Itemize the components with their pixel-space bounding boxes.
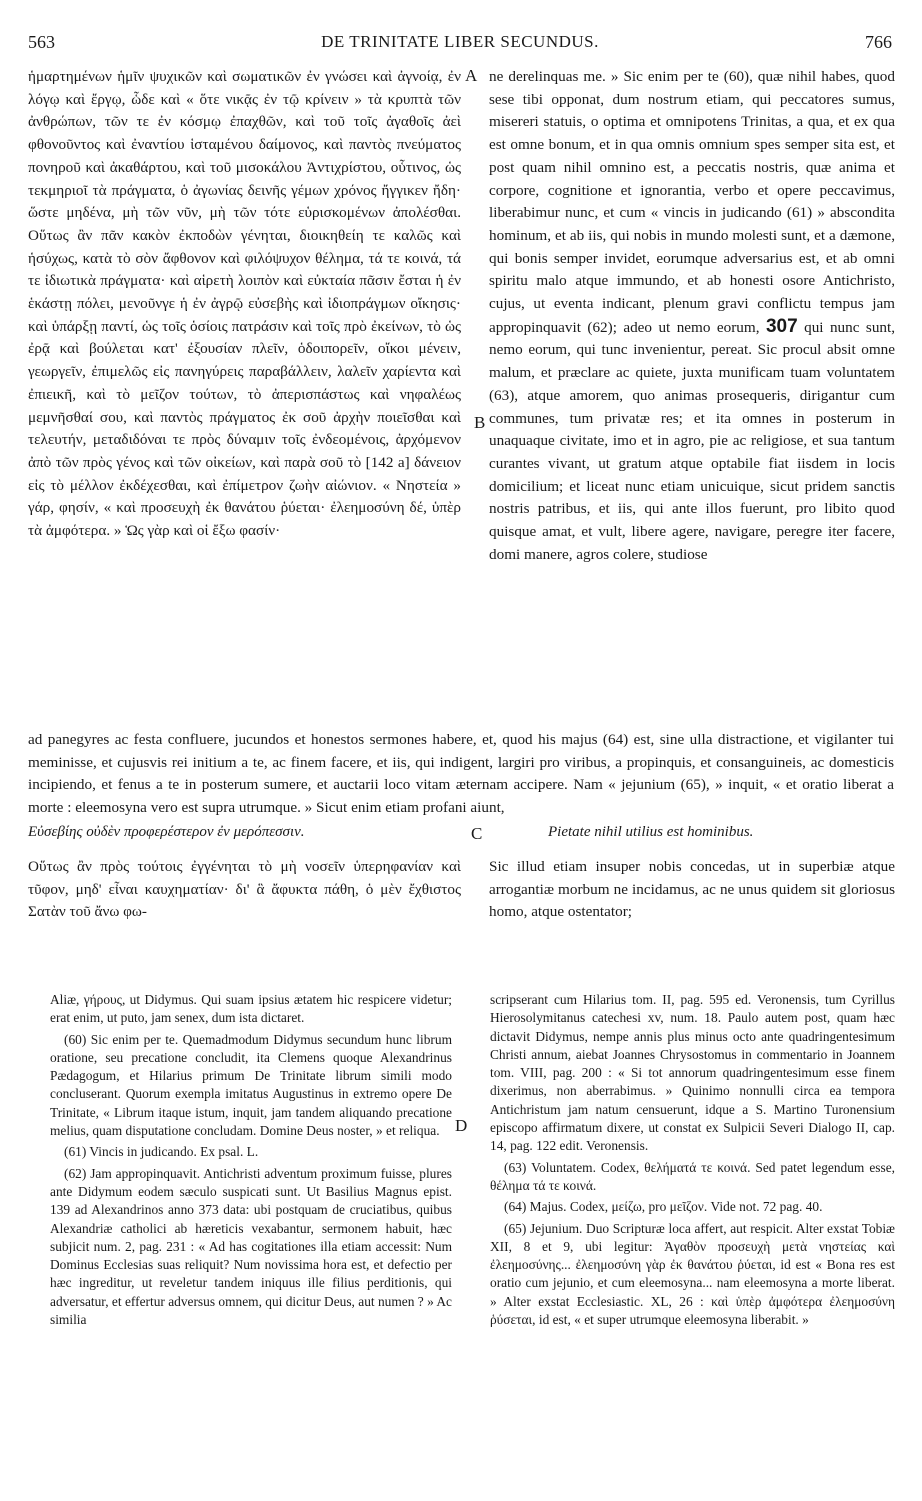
footnote-64: (64) Majus. Codex, μείζω, pro μεῖζον. Vide not. 72 pag. 40. — [504, 1199, 823, 1215]
latin-column — [489, 66, 895, 566]
footnote-61: (61) Vincis in judicando. Ex psal. L. — [64, 1144, 259, 1160]
page-number-right: 766 — [865, 32, 892, 52]
greek-paragraph-2: Οὕτως ἂν πρὸς τούτοις ἐγγένηται τὸ μὴ νοσεῖν ὑπερηφανίαν καὶ τῦφον, μηδ' εἶναι καυχηματίαν· δι' ἃ ἄφυκτα πάθη, ὁ μὲν ἔχθιστος Σατὰν τοῦ ἄνω φω- — [28, 858, 461, 921]
footnote-60: (60) Sic enim per te. Quemadmodum Didymus secundum hunc librum oratione, seu precatione concludit, ita Clemens quoque Alexandrinus Pædagogum, et Hilarius primum De Trinitate librum simili modo concluserant. Quorum exempla imitatus Augustinus in extremo opere De Trinitate, « Librum itaque istum, inquit, jam tandem aliquando precatione melius, quam disputatione concludam. Domine Deus noster, » et reliqua. — [50, 1031, 452, 1139]
footnotes-right-column — [490, 991, 895, 1332]
page-header — [28, 32, 892, 54]
footnote-65: (65) Jejunium. Duo Scripturæ loca affert, aut respicit. Alter exstat Tobiæ XII, 8 et 9, ubi legitur: Ἀγαθὸν προσευχὴ μετὰ νηστείας καὶ ἐλεημοσύνης... ἐλεημοσύνη γὰρ ἐκ θανάτου ῥύεται, id est « Bona res est oratio cum jejunio, et cum eleemosyna... nam eleemosyna a morte liberat. » Alter exstat Ecclesiastic. XL, 26 : καὶ ὑπὲρ ἀμφότερα ἐλεημοσύνη ῥύσεται, id est, « et super utrumque eleemosyna liberabit. » — [490, 1220, 895, 1328]
margin-marker-a: A — [465, 66, 478, 85]
latin-verse-quote: Pietate nihil utilius est hominibus. — [548, 824, 754, 840]
footnote-63: (63) Voluntatem. Codex, θελήματά τε κοινά. Sed patet legendum esse, θέλημα τά τε κοινά. — [490, 1159, 895, 1193]
footnote-62-continuation: scripserant cum Hilarius tom. II, pag. 595 ed. Veronensis, tum Cyrillus Hierosolymitanus catechesi xv, num. 18. Paulo autem post, quam hæc dictavit Didymus, nempe annis plus minus octo ante quadringentesimum Christi annum, aiebat Joannes Chrysostomus in commentario in Joannem tom. VIII, pag. 200 : « Si tot annorum quadringentesimum esse finem dixerimus, non aberrabimus. » Quinimo nonnulli circa ea tempora Antichristum jam natum censuerunt, idque a S. Martino Turonensium episcopo affirmatum dixere, ut constat ex Sulpicii Severi Dialogo II, cap. 14, pag. 122 edit. Veronensis. — [490, 992, 895, 1154]
running-title: DE TRINITATE LIBER SECUNDUS. — [321, 32, 599, 51]
greek-verse-quote: Εὐσεβίης οὐδὲν προφερέστερον ἐν μερόπεσσιν. — [28, 824, 305, 840]
margin-marker-c: C — [471, 824, 483, 843]
footnotes-left-column — [50, 991, 452, 1332]
margin-marker-b: B — [474, 413, 486, 432]
footnote-continuation: Aliæ, γήρους, ut Didymus. Qui suam ipsius ætatem hic respicere videtur; erat enim, ut puto, jam senex, dum ista dictaret. — [50, 992, 452, 1026]
margin-marker-d: D — [455, 1116, 468, 1135]
footnote-62: (62) Jam appropinquavit. Antichristi adventum proximum fuisse, plures ante Didymum eodem sæculo suspicati sunt. Ut Basilius Magnus epist. 139 ad Alexandrinos anno 373 data: ubi postquam de cruciatibus, quibus Alexandriæ catholici ab hæreticis vexabantur, sermonem habuit, hæc subjicit num. 2, pag. 231 : « Ad has cogitationes illa etiam accessit: Num Dominus Ecclesias suas reliquit? Num novissima hora est, et defectio per hæc ingreditur, ut reveletur tandem iniquus ille filius perditionis, qui adversatur, et effertur adversus omnem, qui dicitur Deus, aut numen ? » Ac similia — [50, 1165, 452, 1328]
page-number-left: 563 — [28, 32, 55, 52]
latin-paragraph-3: Sic illud etiam insuper nobis concedas, ut in superbiæ atque arrogantiæ morbum ne incidamus, ac ne unus quidem sit gloriosus homo, atque ostentator; — [489, 858, 895, 921]
greek-paragraph: ἡμαρτημένων ἡμῖν ψυχικῶν καὶ σωματικῶν ἐν γνώσει καὶ ἀγνοίᾳ, ἐν λόγῳ καὶ ἔργῳ, ὧδε καὶ « ὅτε νικᾷς ἐν τῷ κρίνειν » τὰ κρυπτὰ τῶν ἀνθρώπων, τῶν τε ἐν κόσμῳ ἐπαχθῶν, καὶ τοῦ τοῖς ἀγαθοῖς ἀεὶ φθονοῦντος καὶ ἐναντίου ἱσταμένου δαίμονος, καὶ παντὸς πνεύματος πονηροῦ καὶ ἀκαθάρτου, καὶ τοῦ μισοκάλου Ἀντιχρίστου, οὗτινος, ὡς τεκμηριοῖ τὰ πράγματα, ὁ ἀγωνίας δεινῆς γέμων χρόνος ἤγγικεν ἤδη· ὥστε μηδένα, μὴ τῶν νῦν, μὴ τῶν τότε εὑρισκομένων ἀπολέσθαι. Οὕτως ἂν πᾶν κακὸν ἐκποδὼν γένηται, διοικηθείη τε καλῶς καὶ ἡσύχως, κατὰ τὸ σὸν ἄφθονον καὶ φιλόψυχον θέλημα, τά τε κοινά, τά τε ἰδιωτικὰ πράγματα· καὶ αἱρετὴ λοιπὸν καὶ εὐκταία πᾶσιν ἔσται ἡ ἐν ἑκάστῃ πόλει, μενοῦνγε ἡ ἐν ἀγρῷ εὐσεβὴς καὶ ἰδιοπράγμων οἴκησις· καὶ ὑπάρξῃ παντί, ὡς τοῖς ὁσίοις πατράσιν καὶ τοῖς πρὸ ἐκείνων, τὸ ὡς ἐρᾷ καὶ βούλεται κατ' ἐξουσίαν πλεῖν, ὁδοιπορεῖν, οἴκοι μένειν, γεωργεῖν, ἐπιμελῶς εἰς πανηγύρεις παραβάλλειν, λαλεῖν χαρίεντα καὶ ἐπιεικῆ, καὶ τὸ μεῖζον τούτων, τὸ ἀπερισπάστως καὶ νηφαλέως μεμνῆσθαί σου, καὶ παντὸς πράγματος ἐκ σοῦ ἀρχὴν ποιεῖσθαι καὶ τελευτήν, μεταδιδόναι τε πρὸς δύναμιν τοῖς ἐνδεομένοις, ἀρχόμενον ἀπὸ τῶν πρὸς γένος καὶ τῶν οἰκείων, καὶ παρὰ σοῦ τὸ [142 a] δάνειον εἰς τὸ μέλλον ἐκδέχεσθαι, καὶ ἐπίμετρον ζωὴν αἰώνιον. « Νηστεία » γάρ, φησίν, « καὶ προσευχὴ ἐκ θανάτου ῥύεται· ἐλεημοσύνη δέ, ὑπὲρ τὰ ἀμφότερα. » Ὡς γὰρ καὶ οἱ ἔξω φασίν· — [28, 68, 461, 540]
latin-paragraph-1: ne derelinquas me. » Sic enim per te (60), quæ nihil habes, quod sese tibi opponat, dum nostrum etiam, qui peccatores sumus, misereri statuis, o optima et omnipotens Trinitas, a qua, et ex qua est omne bonum, et in qua omnis omnium spes semper sita est, et post quam nihil omnino est, a peccatis nostris, quæ anima et corpore, cognitione et ignorantia, verbo et opere peccavimus, liberabimur nunc, et cum « vincis in judicando (61) » abscondita hominum, et ab iis, qui nobis in mundo molesti sunt, et a dæmone, qui bonis semper invidet, eorumque adversarius est, et ab omni spiritu malo atque immundo, et ab honesti osore Antichristo, cujus, ut eventa indicant, plenum gravi conflictu tempus jam appropinquavit (62); adeo ut nemo eorum, 307 qui nunc sunt, nemo eorum, qui tunc invenientur, pereat. Sic procul absit omne malum, et præclare ac quiete, juxta munificam tuam voluntatem (63), atque amorem, quo animas prosequeris, dirigantur cum communes, tum privatæ res; et ita omnes in posterum in unaquaque civitate, imo et in agro, pie ac religiose, et sua tantum curantes vivant, ut gratum atque optabile fiat iisdem in locis domicilium; et liceat nunc etiam unicuique, sicut pridem sanctis nostris patribus, et iis, qui ante illos fuerunt, pro libito quod quisque amat, et vult, libere agere, navigare, peregre iter facere, domi manere, agros colere, studiose — [489, 68, 896, 563]
latin-full-width-paragraph: ad panegyres ac festa confluere, jucundos et honestos sermones habere, et, quod his majus (64) est, sine ulla distractione, et vigilanter tui meminisse, et cujusvis rei initium a te, ac finem facere, et iis, qui indigent, largiri pro viribus, a propinquis, et consanguineis, ac domesticis incipiendo, et fenus a te in posterum sumere, et auctarii loco vitam æternam accipere. Nam « jejunium (65), » inquit, « et oratio liberat a morte : eleemosyna vero est supra utrumque. » Sicut enim etiam profani aiunt, — [28, 731, 894, 816]
greek-column — [28, 66, 461, 543]
inline-page-number: 307 — [765, 315, 798, 337]
